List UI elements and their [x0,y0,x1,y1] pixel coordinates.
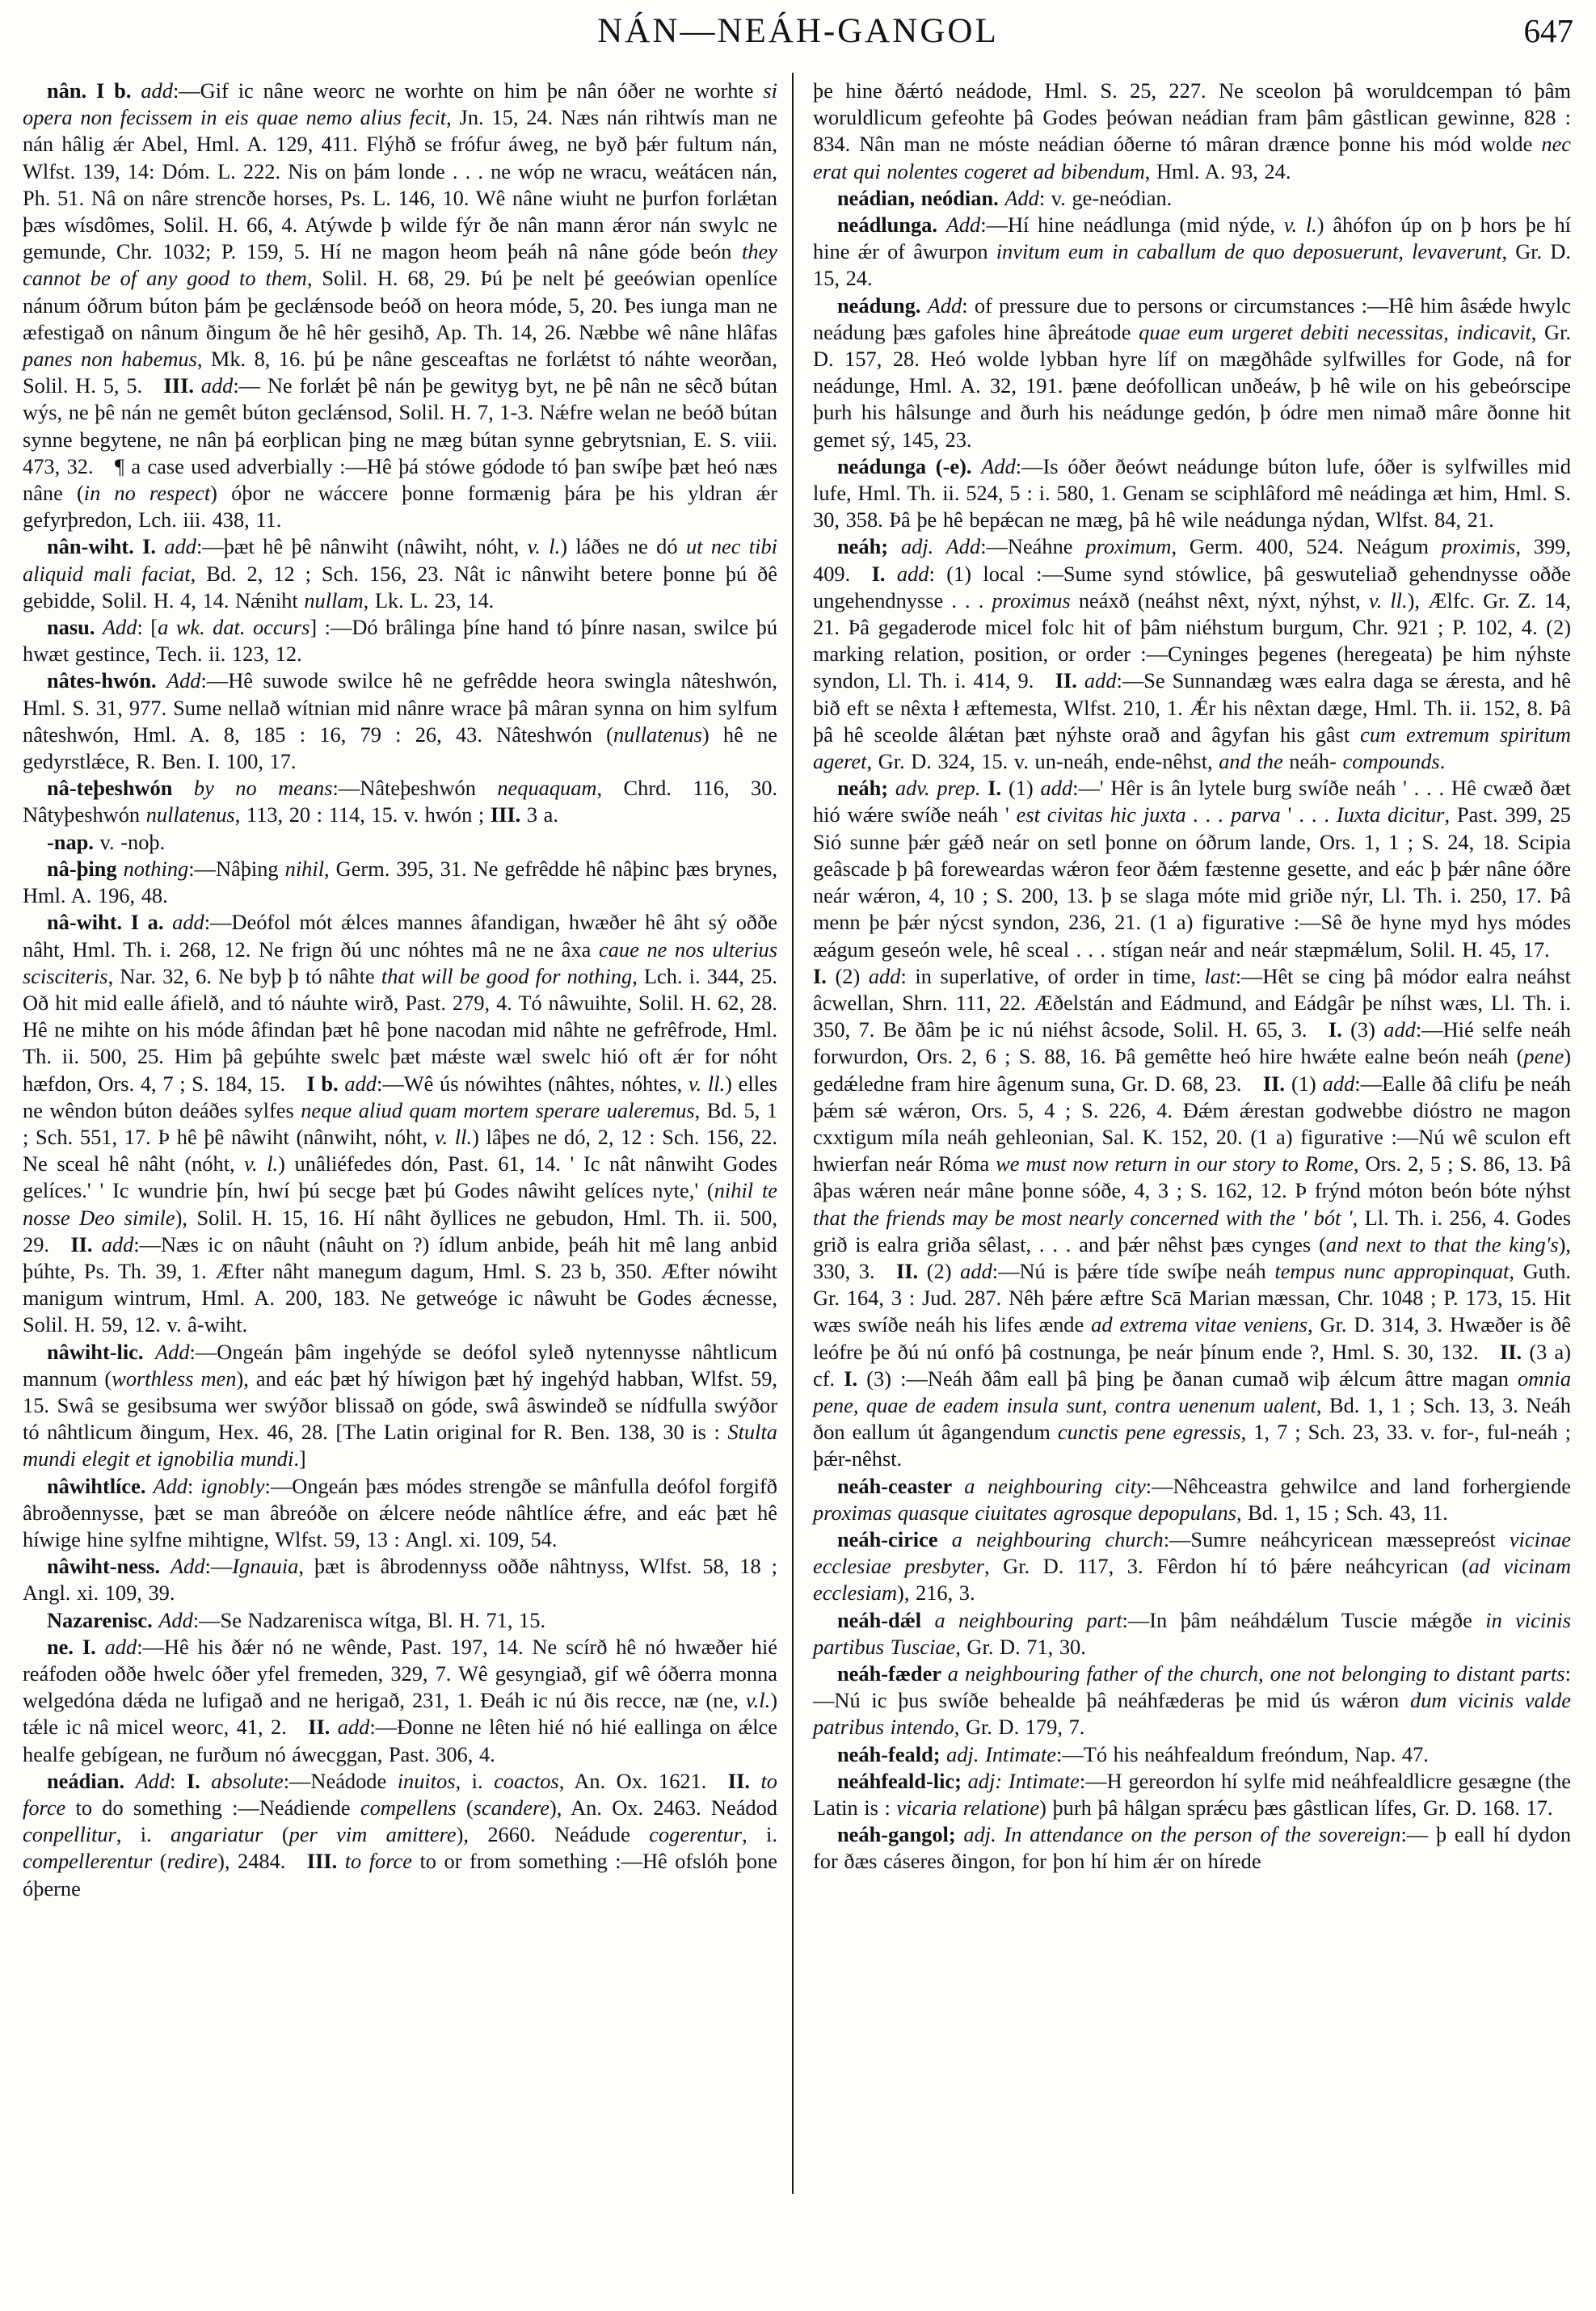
italic-text: ad vicinam ecclesiam [813,1554,1572,1606]
dictionary-entry: neádunga (-e). Add:—Is óðer ðeówt neádunge búton lufe, óðer is sylfwilles mid lufe, Hml. Th. ii. 524, 5 : i. 580, 1. Genam se sciphlâford mê neádinga æt him, Hml. S. 30, 358. Þâ þe hê bepǽcan ne mæg, þâ hê wile neádunga nýdan, Wlfst. 84, 21. [813,453,1571,532]
italic-text: Ignauia [232,1554,299,1579]
bold-text: I. [1328,1017,1351,1042]
italic-text: adv. prep. [895,776,981,801]
headword: neádunga (-e). [837,453,982,478]
dictionary-entry: nân. I b. add:—Gif ic nâne weorc ne worhte on him þe nân óðer ne worhte si opera non fecissem in eis quae nemo alius fecit, Jn. 15, 24. Næs nán rihtwís man ne nán hâlig ǽr Abel, Hml. A. 129, 411. Flýhð se frófur áweg, ne byð þǽr fultum nán, Wlfst. 139, 14: Dóm. L. 222. Nis on þám londe . . . ne wóp ne wracu, weátácen nán, Ph. 51. Nâ on nâre strencðe horses, Ps. L. 146, 10. Wê nâne wiuht ne þurfon forlǽtan þæs wísdômes, Solil. H. 66, 4. Atýwde þ wilde fýr ðe nân mann ǽror nán swylc ne gemunde, Chr. 1032; P. 159, 5. Hí ne magon heom þeáh nâ nâne góde beón they cannot be of any good to them, Solil. H. 68, 29. Þú þe nelt þé geeówian openlíce nánum óðrum búton þám þe geclǽnsode beóð on heora móde, 5, 20. Þes iunga man ne æfestigað on nânum ðingum ðe hê hêr gesihð, Ap. Th. 14, 26. Næbbe wê nâne hlâfas panes non habemus, Mk. 8, 16. þú þe nâne gesceaftas ne forlǽtst tó náhte weorðan, Solil. H. 5, 5. III. add:— Ne forlǽt þê nán þe gewityg byt, ne þê nân ne sêcð bútan wýs, ne þê nán ne gemêt búton geclǽnsod, Solil. H. 7, 1-3. Nǽfre welan ne beóð bútan synne begytene, ne nân þá eorþlican þing ne mæg bútan synne gebrytsnian, E. S. viii. 473, 32. ¶ a case used adverbially :—Hê þá stówe gódode tó þan swíþe þæt heó næs nâne (in no respect) óþor ne wáccere þonne formænig þára þe his yldran ǽr gefyrþredon, Lch. iii. 438, 11. [23,78,778,532]
italic-text: that the friends may be most nearly concerned with the ' bót ' [813,1205,1353,1230]
italic-text: v.l. [745,1688,771,1713]
italic-text: v. ll. [434,1124,473,1149]
italic-text: conpellitur [23,1822,116,1847]
headword: neádlunga. [837,213,946,238]
italic-text: vicinae ecclesiae presbyter [813,1526,1572,1579]
bold-text: II. [1262,1071,1291,1096]
italic-text: tempus nunc appropinquat [1274,1258,1510,1283]
headword: neáh-feald; [837,1741,947,1766]
italic-text: a neighbouring part [934,1607,1122,1632]
italic-text: a neighbouring city [964,1473,1146,1498]
dictionary-entry: neáh; adv. prep. I. (1) add:—' Hêr is ân lytele burg swíðe neáh ' . . . Hê cwæð ðæt hió wǽre swíðe neáh ' est civitas hic juxta . . . parva ' . . . Iuxta dicitur, Past. 399, 25 Sió sunne þǽr gǽð neár on setl þonne on óðrum lande, Ors. 1, 1 ; S. 24, 18. Scipia geâscade þ þâ foreweardas wǽron feor ðǽm fæstenne gesette, and eác þ þǽr nâne óðre neár wǽron, 4, 10 ; S. 200, 13. þ se slaga móte mid griðe nýr, Ll. Th. i. 250, 17. Þâ menn þe þǽr nýcst syndon, 236, 21. (1 a) figurative :—Sê ðe hyne myd hys módes æágum geseón wele, hê sceal . . . stígan neár and neár stæpmǽlum, Solil. H. 45, 17. I. (2) add: in superlative, of order in time, last:—Hêt se cing þâ módor ealra neáhst âcwellan, Shrn. 111, 22. Æðelstán and Eádmund, and Eádgâr þe níhst wæs, Ll. Th. i. 350, 7. Be ðâm þe ic nú niéhst âcsode, Solil. H. 65, 3. I. (3) add:—Hié selfe neáh forwurdon, Ors. 2, 6 ; S. 88, 16. Þâ gemêtte heó hire hwǽte ealne beón neáh (pene) gedǽledne fram hire âgenum suna, Gr. D. 68, 23. II. (1) add:—Ealle ðâ clifu þe neáh þǽm sǽ wǽron, Ors. 5, 4 ; S. 226, 4. Ðǽm ǽrestan godwebbe dióstro ne magon cxxtigum míla neáh gehleonian, Sal. K. 152, 20. (1 a) figurative :—Nú wê sculon eft hwierfan neár Róma we must now return in our story to Rome, Ors. 2, 5 ; S. 86, 13. Þâ âþas wǽren neár mâne þonne sóðe, 4, 3 ; S. 162, 12. Þ frýnd móton beón bóte nýhst that the friends may be most nearly concerned with the ' bót ', Ll. Th. i. 256, 4. Godes grið is ealra griða sêlast, . . . and þǽr nêhst þæs cynges (and next to that the king's), 330, 3. II. (2) add:—Nú is þǽre tíde swíþe neáh tempus nunc appropinquat, Guth. Gr. 164, 3 : Jud. 287. Nêh þǽre æftre Scā Marian mæssan, Chr. 1048 ; P. 173, 15. Hit wæs swíðe neáh his lifes ænde ad extrema vitae veniens, Gr. D. 314, 3. Hwæðer is ðê leófre þe ðú nú onfó þâ costnunga, þe neár þínum ende ?, Hml. S. 30, 132. II. (3 a) cf. I. (3) :—Neáh ðâm eall þâ þing þe ðanan cumað wiþ ǽlcum âttre magan omnia pene, quae de eadem insula sunt, contra uenenum ualent, Bd. 1, 1 ; Sch. 13, 3. Neáh ðon eallum út âgangendum cunctis pene egressis, 1, 7 ; Sch. 23, 33. v. for-, ful-neáh ; þǽr-nêhst. [813,776,1572,1471]
italic-text: add [101,1231,134,1257]
headword: Nazarenisc. [47,1607,159,1632]
italic-text: omnia pene, quae de eadem insula sunt, contra uenenum ualent [813,1366,1572,1417]
bold-text: I. [813,963,836,988]
italic-text: caue ne nos ulterius scisciteris [23,937,777,988]
italic-text: Add [153,1473,187,1498]
italic-text: add [1040,776,1073,801]
italic-text: add [104,1634,137,1659]
headword: nâ-teþeshwón [47,776,194,801]
italic-text: v. l. [527,534,561,559]
italic-text: add [896,561,929,586]
bold-text: III. [306,1849,345,1874]
dictionary-entry: nâwiht-ness. Add:—Ignauia, þæt is âbrodennyss oððe nâhtnyss, Wlfst. 58, 18 ; Angl. xi. 109, 39. [23,1554,777,1606]
bold-text: II. [896,1258,927,1283]
italic-text: compounds [1342,749,1440,774]
headword: neáh-dǽl [837,1607,935,1632]
headword: nâwiht-ness. [47,1554,171,1579]
dictionary-entry: neáh-fæder a neighbouring father of the church, one not belonging to distant parts:—Nú ic þus swíðe behealde þâ neáhfæderas þe mid ús wǽron dum vicinis valde patribus intendo, Gr. D. 179, 7. [813,1661,1571,1740]
bold-text: I b. [306,1071,345,1096]
headword: neáh; [837,534,901,559]
italic-text: est civitas hic juxta . . . parva [1016,802,1281,827]
headword: neáhfeald-lic; [837,1768,968,1793]
dictionary-entry: neádian, neódian. Add: v. ge-neódian. [837,185,1173,210]
page-number: 647 [1523,12,1573,49]
italic-text: Stulta mundi elegit et ignobilia mundi [23,1420,777,1471]
headword: neáh-cirice [837,1526,952,1551]
italic-text: proximus [992,587,1071,612]
dictionary-entry: nâ-teþeshwón by no means:—Nâteþeshwón nequaquam, Chrd. 116, 30. Nâtyþeshwón nullatenus, 113, 20 : 114, 15. v. hwón ; III. 3 a. [23,776,777,827]
italic-text: neque aliud quam mortem sperare ualeremus [301,1097,695,1122]
italic-text: add [868,963,901,988]
italic-text: angariatur [171,1822,263,1847]
headword: neáh-ceaster [837,1473,965,1498]
italic-text: Add [155,1339,190,1364]
dictionary-entry: Nazarenisc. Add:—Se Nadzarenisca wítga, Bl. H. 71, 15. [47,1607,546,1632]
headword: neádian, neódian. [837,185,1005,210]
italic-text: Add [102,615,137,640]
italic-text: Add [945,213,981,238]
italic-text: adj. In attendance on the person of the sovereign [963,1822,1401,1847]
italic-text: add [1383,1017,1416,1042]
running-head: NÁN—NEÁH-GANGOL [597,12,999,50]
dictionary-entry: nasu. Add: [a wk. dat. occurs] :—Dó brâlinga þíne hand tó þínre nasan, swilce þú hwæt gestince, Tech. ii. 123, 12. [23,615,778,667]
italic-text: ut nec tibi aliquid mali faciat [23,534,777,586]
italic-text: per vim amittere [288,1822,457,1847]
headword: nâ-þing [47,856,124,881]
italic-text: Add [927,293,962,318]
headword: nân-wiht. I. [47,534,165,559]
italic-text: proximum [1085,534,1172,559]
italic-text: v. l. [244,1151,279,1177]
italic-text: cogerentur [649,1822,743,1847]
bold-text: III. [490,802,521,827]
italic-text: proximis [1441,534,1516,559]
dictionary-entry: neáh; adj. Add:—Neáhne proximum, Germ. 400, 524. Neágum proximis, 399, 409. I. add: (1) local :—Sume synd stówlice, þâ geswuteliað gehendnysse oððe ungehendnysse . . . proximus neáxð (neáhst nêxt, nýxt, nýhst, v. ll.), Ælfc. Gr. Z. 14, 21. Þâ gegaderode micel folc hit of þâm niéhstum burgum, Chr. 921 ; P. 102, 4. (2) marking relation, position, or order :—Cyninges þegenes (heregeata) þe him nýhste syndon, Ll. Th. i. 414, 9. II. add:—Se Sunnandæg wæs ealra daga se ǽresta, and hê bið eft se nêxta ł æftemesta, Wlfst. 210, 1. Ǽr his nêxtan dæge, Hml. Th. ii. 152, 8. Þâ þâ hê sceolde âlǽtan þæt nýhste orað and âgyfan his gâst cum extremum spiritum ageret, Gr. D. 324, 15. v. un-neáh, ende-nêhst, and the neáh- compounds. [813,534,1571,774]
bold-text: II. [70,1231,102,1257]
italic-text: that will be good for nothing [381,963,633,988]
italic-text: add [1084,668,1117,693]
italic-text: cum extremum spiritum ageret [813,722,1571,774]
italic-text: dum vicinis valde patribus intendo [813,1688,1571,1740]
headword: nân. I b. [47,78,141,103]
italic-text: Add [981,453,1016,478]
italic-text: a neighbouring church [951,1526,1164,1551]
italic-text: adj: Intimate [967,1768,1080,1793]
dictionary-entry: neádung. Add: of pressure due to persons or circumstances :—Hê him âsǽde hwylc neádung þæs gafoles hine âþreátode quae eum urgeret debiti necessitas, indicavit, Gr. D. 157, 28. Heó wolde lybban hyre líf on mægðhâde sylfwilles for Gode, nâ for neádunge, Hml. A. 32, 191. þæne deófollican unðeáw, þ hê wile on his gebeórscipe þurh his hâlsunge and ðurh his neádunge gedón, þ ódre men nimað mâre ðonne hit gemet sý, 145, 23. [813,293,1572,452]
dictionary-entry: neáh-cirice a neighbouring church:—Sumre neáhcyricean mæssepreóst vicinae ecclesiae presbyter, Gr. D. 117, 3. Fêrdon hí tó þǽre neáhcyrican (ad vicinam ecclesiam), 216, 3. [813,1526,1572,1606]
left-column [23,78,777,1902]
headword: neádian. [47,1768,136,1793]
italic-text: nothing [123,856,189,881]
dictionary-entry: nâwihtlíce. Add: ignobly:—Ongeán þæs módes strengðe se mânfulla deófol forgifð âbroðennysse, þæt se man âbreóðe on ǽlcere neóde nâhtlíce ǽfre, and eác þæt hê híwige hine sylfne mihtigne, Wlfst. 59, 13 : Angl. xi. 109, 54. [23,1473,777,1551]
italic-text: nihil te nosse Deo simile [23,1178,777,1230]
headword: neáh; [837,776,895,801]
dictionary-entry: nân-wiht. I. add:—þæt hê þê nânwiht (nâwiht, nóht, v. l.) láðes ne dó ut nec tibi aliquid mali faciat, Bd. 2, 12 ; Sch. 156, 23. Nât ic nânwiht betere þonne þú ðê gebidde, Solil. H. 4, 14. Nǽniht nullam, Lk. L. 23, 14. [23,534,778,612]
bold-text: I. [844,1366,867,1391]
italic-text: invitum eum in caballum de quo deposuerunt, levaverunt [996,239,1502,264]
italic-text: add [141,78,173,103]
italic-text: proximas quasque ciuitates agrosque depopulans [813,1500,1236,1525]
italic-text: Iuxta dicitur [1336,802,1445,827]
italic-text: to force [344,1849,412,1874]
italic-text: compellens [360,1795,457,1820]
italic-text: in vicinis partibus Tusciae [813,1607,1571,1659]
italic-text: nullam [304,587,364,612]
italic-text: compellerentur [23,1849,153,1874]
italic-text: redire [166,1849,218,1874]
headword: nâwiht-lic. [47,1339,156,1364]
italic-text: add [337,1715,370,1740]
italic-text: and next to that the king's [1325,1231,1559,1257]
italic-text: nihil [284,856,325,881]
headword: neáh-fæder [837,1661,948,1686]
dictionary-entry: neádlunga. Add:—Hí hine neádlunga (mid nýde, v. l.) âhófon úp on þ hors þe hí hine ǽr of âwurpon invitum eum in caballum de quo deposuerunt, levaverunt, Gr. D. 15, 24. [813,213,1572,291]
dictionary-entry: nâ-wiht. I a. add:—Deófol mót ǽlces mannes âfandigan, hwæðer hê âht sý oððe nâht, Hml. Th. i. 268, 12. Ne frign ðú unc nóhtes mâ ne ne âxa caue ne nos ulterius scisciteris, Nar. 32, 6. Ne byþ þ tó nâhte that will be good for nothing, Lch. i. 344, 25. Oð hit mid ealle áfielð, and tó náuhte wirð, Past. 279, 4. Tó nâwuihte, Solil. H. 62, 28. Hê ne mihte on his móde âfindan þæt hê þone nacodan mid nâhte ne gefrêfrode, Hml. Th. ii. 500, 25. Him þâ geþúhte swelc þæt mǽste wæl swelc hió oft ǽr for nóht hæfdon, Ors. 4, 7 ; S. 184, 15. I b. add:—Wê ús nówihtes (nâhtes, nóhtes, v. ll.) elles ne wêndon búton deáðes sylfes neque aliud quam mortem sperare ualeremus, Bd. 5, 1 ; Sch. 551, 17. Þ hê þê nâwiht (nânwiht, nóht, v. ll.) lâþes ne dó, 2, 12 : Sch. 156, 22. Ne sceal hê nâht (nóht, v. l.) unâliéfedes dón, Past. 61, 14. ' Ic nât nânwiht Godes gelíces.' ' Ic wundrie þín, hwí þú secge þæt þú Godes nâwiht gelíces nyte,' (nihil te nosse Deo simile), Solil. H. 15, 16. Hí nâht ðyllices ne gebudon, Hml. Th. ii. 500, 29. II. add:—Næs ic on nâuht (nâuht on ?) ídlum anbide, þeáh hit mê lang anbid þúhte, Ps. Th. 39, 1. Æfter nâht manegum dagum, Hml. S. 23 b, 350. Æfter nówiht manigum wintrum, Hml. A. 200, 183. Ne getweóge ic nâwuht be Godes ǽcnesse, Solil. H. 59, 12. v. â-wiht. [23,910,778,1337]
italic-text: last [1204,963,1236,988]
dictionary-entry: neáh-dǽl a neighbouring part:—In þâm neáhdǽlum Tuscie mǽgðe in vicinis partibus Tusciae, Gr. D. 71, 30. [813,1607,1571,1659]
bold-text: I. [186,1768,212,1793]
italic-text: ignobly [200,1473,265,1498]
italic-text: quae eum urgeret debiti necessitas, indicavit [1139,319,1531,344]
bold-text: III. [163,373,201,398]
headword: ne. I. [47,1634,105,1659]
italic-text: pene [1523,1044,1564,1069]
headword: neáh-gangol; [837,1822,964,1847]
italic-text: add [200,373,234,398]
italic-text: Add [166,668,201,693]
dictionary-entry: neáh-feald; adj. Intimate:—Tó his neáhfealdum freóndum, Nap. 47. [837,1741,1429,1766]
headword: -nap. [47,829,94,854]
headword: nâ-wiht. I a. [47,910,173,935]
bold-text: I. [987,776,1009,801]
bold-text: II. [1500,1339,1530,1364]
italic-text: v. l. [1283,213,1317,238]
italic-text: Add [158,1607,193,1632]
italic-text: a neighbouring father of the church, one not belonging to distant parts [947,1661,1565,1686]
bold-text: II. [308,1715,338,1740]
headword: nâwihtlíce. [47,1473,154,1498]
dictionary-entry: nâ-þing nothing:—Nâþing nihil, Germ. 395, 31. Ne gefrêdde hê nâþinc þæs brynes, Hml. A. 196, 48. [23,856,778,908]
bold-text: II. [1055,668,1084,693]
italic-text: Add [1004,185,1039,210]
dictionary-entry: neádian. Add: I. absolute:—Neádode inuitos, i. coactos, An. Ox. 1621. II. to force to do something :—Neádiende compellens (scandere), An. Ox. 2463. Neádod conpellitur, i. angariatur (per vim amittere), 2660. Neádude cogerentur, i. compellerentur (redire), 2484. III. to force to or from something :—Hê ofslóh þone óþerne [23,1768,777,1901]
italic-text: adj. Add [900,534,981,559]
italic-text: v. ll. [688,1071,726,1096]
italic-text: si opera non fecissem in eis quae nemo alius fecit [23,78,777,130]
italic-text: Add [135,1768,171,1793]
bold-text: I. [871,561,897,586]
italic-text: absolute [211,1768,284,1793]
italic-text: a wk. dat. occurs [158,615,310,640]
dictionary-entry: neáhfeald-lic; adj: Intimate:—H gereordon hí sylfe mid neáhfealdlicre gesægne (the Latin is : vicaria relatione) þurh þâ hâlgan sprǽcu þæs gâstlican lífes, Gr. D. 168. 17. [813,1768,1572,1820]
headword: nâtes-hwón. [47,668,166,693]
dictionary-entry: nâwiht-lic. Add:—Ongeán þâm ingehýde se deófol syleð nytennysse nâhtlicum mannum (worthless men), and eác þæt hý híwigon þæt hý ingehýd habban, Wlfst. 59, 15. Swâ se gesibsuma wer swýðor blissað on góde, swâ âswindeð se nídfulla swýðor tó nâhtlicum ðingum, Hex. 46, 28. [The Latin original for R. Ben. 138, 30 is : Stulta mundi elegit et ignobilia mundi.] [23,1339,778,1471]
italic-text: nec erat qui nolentes cogeret ad bibendum [813,132,1571,183]
dictionary-entry: -nap. v. -noþ. [47,829,166,854]
italic-text: to force [23,1768,777,1820]
dictionary-entry-continuation: þe hine ðǽrtó neádode, Hml. S. 25, 227. Ne sceolon þâ woruldcempan tó þâm woruldlicum gefeohte þâ Godes þeówan neádian fram þâm gâstlican gewinne, 828 : 834. Nân man ne móste neádian óðerne tó mâran drænce þonne his mód wolde nec erat qui nolentes cogeret ad bibendum, Hml. A. 93, 24. [813,78,1571,183]
italic-text: ad extrema vitae veniens [1091,1312,1308,1337]
italic-text: by no means [193,776,333,801]
italic-text: add [164,534,196,559]
italic-text: Add [171,1554,205,1579]
dictionary-entry: nâtes-hwón. Add:—Hê suwode swilce hê ne gefrêdde heora swingla nâteshwón, Hml. S. 31, 977. Sume nellað wítnian mid nânre wrace þâ mâran synna on him sylfum nâteshwón, Hml. A. 8, 185 : 16, 79 : 26, 43. Nâteshwón (nullatenus) hê ne gedyrstlǽce, R. Ben. I. 100, 17. [23,668,777,774]
headword: nasu. [47,615,103,640]
italic-text: cunctis pene egressis [1057,1420,1241,1445]
italic-text: add [1322,1071,1355,1096]
italic-text: they cannot be of any good to them [23,239,777,291]
dictionary-entry: neáh-ceaster a neighbouring city:—Nêhceastra gehwilce and land forhergiende proximas quasque ciuitates agrosque depopulans, Bd. 1, 15 ; Sch. 43, 11. [813,1473,1571,1525]
dictionary-entry: ne. I. add:—Hê his ðǽr nó ne wênde, Past. 197, 14. Ne scírð hê nó hwæðer hié reáfoden oððe hwelc óðer yfel fremeden, 329, 7. Wê gesyngiað, gif wê óðerra monna welgedóna dǽda ne lufigað and ne herigað, 231, 1. Ðeáh ic nú ðis recce, næ (ne, v.l.) tǽle ic nâ micel weorc, 41, 2. II. add:—Ðonne ne lêten hié nó hié eallinga on ǽlce healfe gebígean, ne furðum nó áwecggan, Past. 306, 4. [23,1634,777,1766]
italic-text: nullatenus [145,802,235,827]
italic-text: add [172,910,204,935]
italic-text: panes non habemus [23,347,197,372]
italic-text: nullatenus [613,722,702,747]
right-column [813,78,1571,1875]
column-divider [792,73,794,2194]
bold-text: II. [727,1768,761,1793]
italic-text: and the [1219,749,1290,774]
italic-text: worthless men [112,1366,237,1391]
headword: neádung. [837,293,928,318]
italic-text: v. ll. [1368,587,1408,612]
italic-text: nequaquam [497,776,597,801]
italic-text: scandere [473,1795,550,1820]
italic-text: adj. Intimate [946,1741,1057,1766]
italic-text: coactos [494,1768,559,1793]
italic-text: add [344,1071,377,1096]
italic-text: we must now return in our story to Rome [996,1151,1354,1177]
italic-text: inuitos [397,1768,456,1793]
italic-text: vicaria relatione [896,1795,1040,1820]
italic-text: add [960,1258,992,1283]
dictionary-entry: neáh-gangol; adj. In attendance on the person of the sovereign:— þ eall hí dydon for ðæs cáseres ðingon, for þon hí him ǽr on hírede [813,1822,1572,1874]
italic-text: in no respect [83,481,211,506]
